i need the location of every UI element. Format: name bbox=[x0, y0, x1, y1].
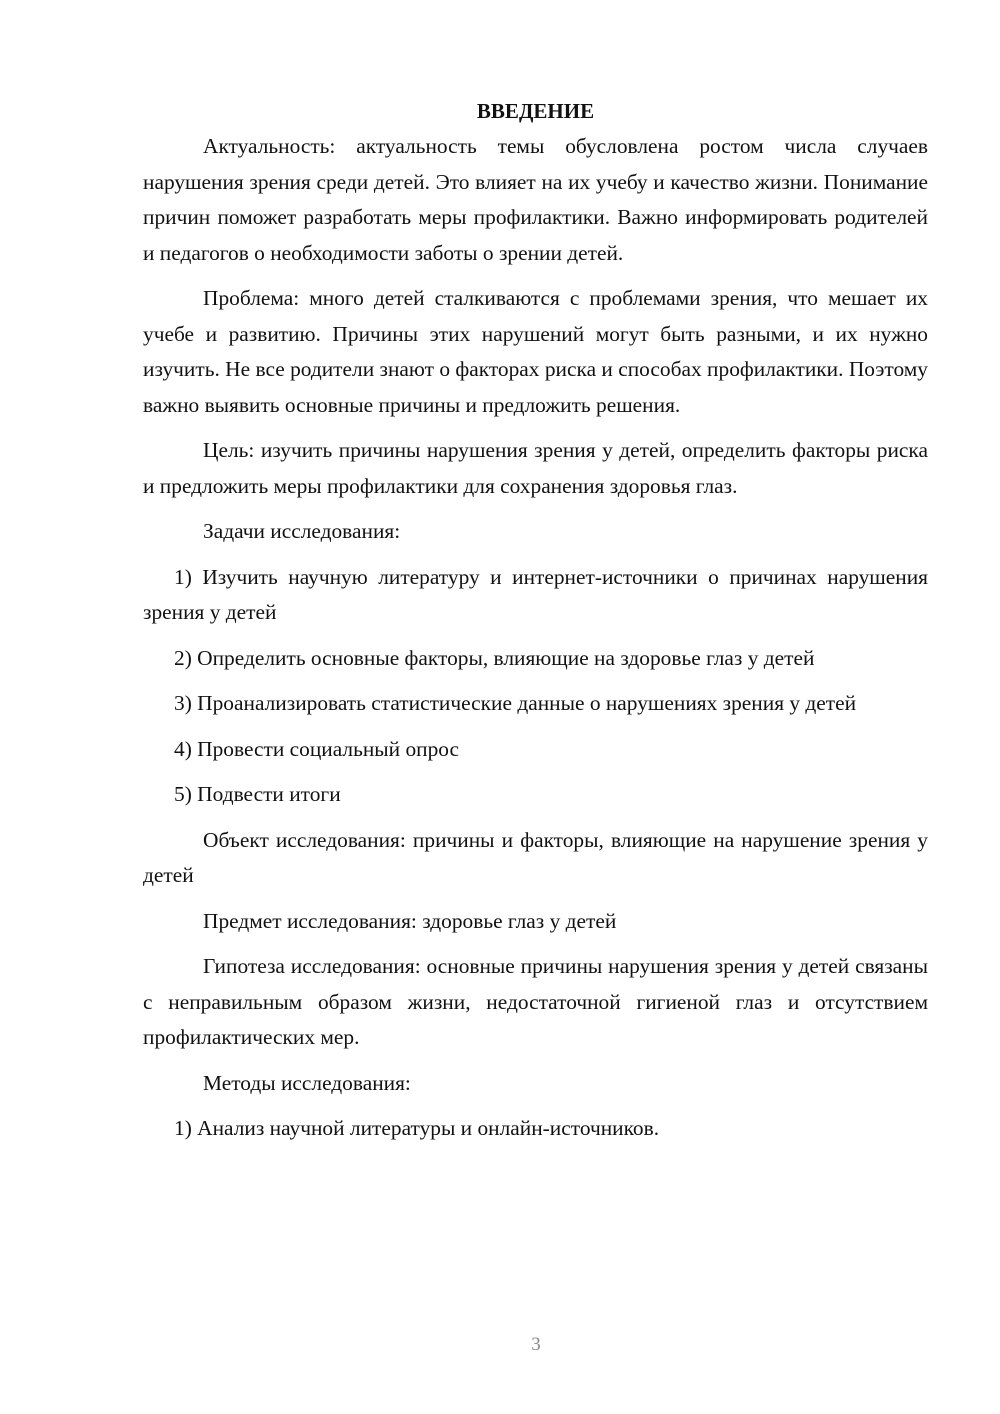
task-item-5: 5) Подвести итоги bbox=[174, 782, 341, 806]
paragraph-tasks-heading: Задачи исследования: bbox=[203, 519, 401, 543]
paragraph-goal: Цель: изучить причины нарушения зрения у детей, определить факторы риска и предложить меры профилактики для сохранения здоровья глаз. bbox=[143, 438, 928, 498]
document-body bbox=[143, 94, 928, 1157]
task-item-2: 2) Определить основные факторы, влияющие на здоровье глаз у детей bbox=[174, 645, 815, 670]
page-number: 3 bbox=[531, 1334, 541, 1355]
method-item-1: 1) Анализ научной литературы и онлайн-источников. bbox=[174, 1116, 660, 1140]
paragraph-methods-heading: Методы исследования: bbox=[203, 1070, 411, 1095]
task-item-1: 1) Изучить научную литературу и интернет-источники о причинах нарушения зрения у детей bbox=[143, 564, 928, 624]
task-item-3: 3) Проанализировать статистические данные о нарушениях зрения у детей bbox=[174, 691, 857, 715]
paragraph-relevance: Актуальность: актуальность темы обусловлена ростом числа случаев нарушения зрения среди детей. Это влияет на их учебу и качество жизни. Понимание причин поможет разработать меры профилактики. Важно информировать родителей и педагогов о необходимости заботы о зрении детей. bbox=[143, 134, 928, 265]
section-title: ВВЕДЕНИЕ bbox=[476, 99, 595, 123]
paragraph-problem: Проблема: много детей сталкиваются с проблемами зрения, что мешает их учебе и развитию. Причины этих нарушений могут быть разными, и их нужно изучить. Не все родители знают о факторах риска и способах профилактики. Поэтому важно выявить основные причины и предложить решения. bbox=[143, 286, 928, 417]
task-item-4: 4) Провести социальный опрос bbox=[174, 736, 460, 761]
paragraph-hypothesis: Гипотеза исследования: основные причины нарушения зрения у детей связаны с неправильным образом жизни, недостаточной гигиеной глаз и отсутствием профилактических мер. bbox=[143, 954, 928, 1049]
paragraph-subject: Предмет исследования: здоровье глаз у детей bbox=[203, 908, 617, 933]
paragraph-object: Объект исследования: причины и факторы, влияющие на нарушение зрения у детей bbox=[143, 827, 928, 887]
